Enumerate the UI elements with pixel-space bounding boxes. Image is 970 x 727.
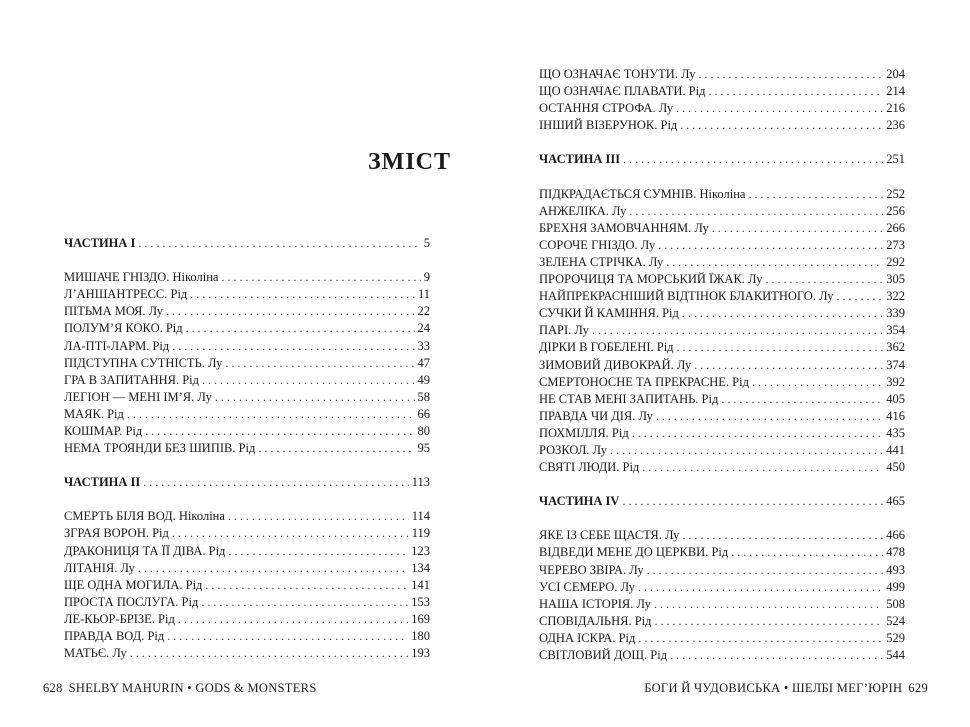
toc-entry-label: ПОЛУМ’Я КОКО. Рід (64, 321, 183, 336)
toc-dot-leader (748, 187, 883, 202)
toc-chapter-entry[interactable] (64, 304, 430, 321)
toc-chapter-entry[interactable] (539, 409, 905, 426)
toc-entry-label: СВЯТІ ЛЮДИ. Рід (539, 460, 640, 475)
toc-chapter-entry[interactable] (539, 375, 905, 392)
toc-entry-page-number: 405 (886, 391, 905, 406)
toc-chapter-entry[interactable] (539, 631, 905, 648)
toc-chapter-entry[interactable] (64, 424, 430, 441)
toc-chapter-entry[interactable] (64, 509, 430, 526)
footer-right (644, 681, 934, 696)
toc-entry-label: ЛА-ПТІ-ЛАРМ. Рід (64, 338, 170, 353)
toc-dot-leader (680, 118, 883, 133)
toc-dot-leader (610, 443, 883, 458)
toc-entry-page-number: 354 (886, 323, 905, 338)
toc-entry-page-number: 478 (886, 545, 905, 560)
toc-entry-page-number: 273 (886, 237, 905, 252)
toc-entry-label: УСІ СЕМЕРО. Лу (539, 579, 635, 594)
toc-entry-label: ЧАСТИНА IV (539, 494, 620, 509)
toc-entry-page-number: 322 (886, 289, 905, 304)
toc-dot-leader (629, 204, 883, 219)
toc-entry-page-number: 80 (417, 424, 430, 438)
toc-chapter-entry[interactable] (539, 323, 905, 340)
toc-entry-label: НЕ СТАВ МЕНІ ЗАПИТАНЬ. Рід (539, 391, 719, 406)
toc-entry-page-number: 193 (411, 646, 430, 661)
toc-entry-page-number: 251 (886, 152, 905, 167)
toc-entry-label: ПРАВДА ЧИ ДІЯ. Лу (539, 408, 653, 423)
toc-entry-label: ЩЕ ОДНА МОГИЛА. Рід (64, 577, 203, 592)
toc-dot-leader (677, 340, 884, 355)
toc-entry-label: ЛЕГІОН — МЕНІ ІМ’Я. Лу (64, 389, 212, 404)
toc-chapter-entry[interactable] (539, 67, 905, 84)
toc-dot-leader (731, 545, 883, 560)
toc-chapter-entry[interactable] (539, 443, 905, 460)
toc-entry-label: ГРА В ЗАПИТАННЯ. Рід (64, 372, 200, 387)
toc-dot-leader (676, 101, 883, 116)
toc-chapter-entry[interactable] (539, 340, 905, 357)
toc-entry-page-number: 47 (417, 355, 430, 370)
toc-chapter-entry[interactable] (539, 118, 905, 135)
toc-entry-label: ЧЕРЕВО ЗВІРА. Лу (539, 562, 644, 577)
toc-dot-leader (172, 339, 414, 354)
toc-dot-leader (201, 595, 408, 610)
toc-entry-page-number: 66 (417, 406, 430, 421)
toc-entry-label: РОЗКОЛ. Лу (539, 443, 607, 457)
toc-dot-leader (167, 629, 408, 644)
toc-entry-page-number: 305 (886, 272, 905, 286)
toc-entry-label: ПРОРОЧИЦЯ ТА МОРСЬКИЙ ЇЖАК. Лу (539, 272, 763, 286)
toc-entry-page-number: 339 (886, 306, 905, 321)
toc-entry-page-number: 529 (886, 630, 905, 645)
page-title: ЗМІСТ (368, 149, 451, 175)
toc-dot-leader (127, 407, 415, 422)
toc-entry-label: СОРОЧЕ ГНІЗДО. Лу (539, 237, 656, 252)
toc-entry-label: ОСТАННЯ СТРОФА. Лу (539, 101, 674, 116)
toc-chapter-entry[interactable] (64, 356, 430, 373)
toc-dot-leader (622, 494, 883, 509)
toc-part-entry[interactable] (64, 236, 430, 253)
toc-chapter-entry[interactable] (539, 426, 905, 443)
toc-entry-page-number: 123 (411, 543, 430, 558)
toc-chapter-entry[interactable] (539, 392, 905, 409)
toc-chapter-entry[interactable] (539, 101, 905, 118)
toc-chapter-entry[interactable] (64, 287, 430, 304)
toc-chapter-entry[interactable] (64, 339, 430, 356)
toc-entry-label: ЩО ОЗНАЧАЄ ПЛАВАТИ. Рід (539, 84, 706, 99)
toc-dot-leader (138, 236, 420, 251)
toc-entry-label: ВІДВЕДИ МЕНЕ ДО ЦЕРКВИ. Рід (539, 545, 729, 560)
toc-chapter-entry[interactable] (539, 460, 905, 477)
toc-entry-label: МАЯК. Рід (64, 406, 124, 421)
toc-chapter-entry[interactable] (64, 544, 430, 561)
toc-entry-page-number: 134 (411, 560, 430, 575)
toc-dot-leader (682, 528, 883, 543)
toc-entry-page-number: 24 (417, 321, 430, 336)
toc-dot-leader (638, 580, 883, 595)
toc-entry-label: ЧАСТИНА III (539, 152, 621, 167)
toc-entry-page-number: 466 (886, 528, 905, 543)
toc-chapter-entry[interactable] (64, 390, 430, 407)
toc-chapter-entry[interactable] (64, 612, 430, 629)
toc-entry-page-number: 392 (886, 374, 905, 389)
toc-dot-leader (190, 287, 415, 302)
toc-entry-page-number: 524 (886, 613, 905, 628)
toc-dot-leader (765, 272, 883, 287)
toc-entry-label: Л’АНШАНТРЕСС. Рід (64, 287, 188, 302)
toc-dot-leader (647, 563, 884, 578)
toc-dot-leader (708, 84, 883, 99)
toc-chapter-entry[interactable] (64, 270, 430, 287)
toc-dot-leader (143, 475, 408, 490)
toc-dot-leader (656, 409, 883, 424)
toc-entry-page-number: 214 (886, 84, 905, 99)
toc-entry-page-number: 11 (417, 287, 430, 302)
toc-entry-page-number: 435 (886, 425, 905, 440)
toc-entry-page-number: 266 (886, 220, 905, 235)
toc-dot-leader (178, 612, 408, 627)
toc-chapter-entry[interactable] (64, 407, 430, 424)
toc-chapter-entry[interactable] (64, 441, 430, 458)
toc-entry-label: ЗГРАЯ ВОРОН. Рід (64, 526, 169, 541)
toc-entry-page-number: 49 (417, 372, 430, 387)
footer-left (37, 681, 317, 696)
toc-chapter-entry[interactable] (539, 597, 905, 614)
toc-chapter-entry[interactable] (539, 204, 905, 221)
toc-entry-label: ДРАКОНИЦЯ ТА ЇЇ ДІВА. Рід (64, 543, 226, 558)
toc-entry-label: СМЕРТЬ БІЛЯ ВОД. Ніколіна (64, 509, 225, 524)
toc-dot-leader (228, 544, 408, 559)
page-number-left: 628 (43, 681, 63, 695)
toc-dot-leader (215, 390, 415, 405)
toc-dot-leader (654, 597, 883, 612)
toc-entry-label: СУЧКИ Й КАМІННЯ. Рід (539, 306, 679, 321)
toc-dot-leader (221, 270, 420, 285)
toc-entry-label: ЩО ОЗНАЧАЄ ТОНУТИ. Лу (539, 67, 696, 81)
running-header-right: БОГИ Й ЧУДОВИСЬКА • ШЕЛБІ МЕГ’ЮРІН (644, 681, 903, 695)
toc-entry-page-number: 256 (886, 203, 905, 218)
toc-entry-label: ЛІТАНІЯ. Лу (64, 560, 135, 575)
toc-part-entry[interactable] (539, 152, 905, 169)
toc-entry-label: СМЕРТОНОСНЕ ТА ПРЕКРАСНЕ. Рід (539, 374, 749, 389)
toc-entry-page-number: 441 (886, 443, 905, 457)
toc-entry-page-number: 180 (411, 629, 430, 643)
toc-entry-page-number: 9 (423, 270, 430, 285)
toc-chapter-entry[interactable] (539, 648, 905, 665)
toc-chapter-entry[interactable] (64, 595, 430, 612)
toc-dot-leader (655, 614, 884, 629)
toc-entry-page-number: 119 (411, 526, 430, 541)
toc-dot-leader (205, 578, 408, 593)
toc-entry-label: ПОХМІЛЛЯ. Рід (539, 425, 629, 440)
toc-entry-page-number: 216 (886, 101, 905, 116)
toc-chapter-entry[interactable] (539, 358, 905, 375)
toc-chapter-entry[interactable] (539, 221, 905, 238)
toc-entry-label: СВІТЛОВИЙ ДОЩ. Рід (539, 648, 668, 662)
toc-dot-leader (592, 323, 883, 338)
toc-entry-label: ПРОСТА ПОСЛУГА. Рід (64, 594, 199, 609)
toc-entry-label: ЯКЕ ІЗ СЕБЕ ЩАСТЯ. Лу (539, 528, 680, 543)
toc-chapter-entry[interactable] (539, 289, 905, 306)
toc-entry-label: НЕМА ТРОЯНДИ БЕЗ ШИПІВ. Рід (64, 441, 256, 456)
toc-entry-page-number: 33 (417, 338, 430, 353)
toc-dot-leader (186, 321, 415, 336)
toc-chapter-entry[interactable] (539, 545, 905, 562)
toc-dot-leader (682, 306, 883, 321)
toc-entry-page-number: 236 (886, 118, 905, 133)
toc-entry-label: КОШМАР. Рід (64, 424, 143, 438)
toc-entry-label: МАТЬЄ. Лу (64, 646, 127, 661)
toc-entry-label: НАША ІСТОРІЯ. Лу (539, 596, 651, 611)
toc-part-entry[interactable] (539, 494, 905, 511)
toc-entry-page-number: 544 (886, 648, 905, 662)
toc-dot-leader (721, 392, 883, 407)
toc-entry-label: БРЕХНЯ ЗАМОВЧАННЯМ. Лу (539, 220, 709, 235)
toc-entry-page-number: 153 (411, 594, 430, 609)
toc-dot-leader (145, 424, 414, 439)
toc-dot-leader (138, 561, 408, 576)
toc-dot-leader (658, 238, 883, 253)
toc-chapter-entry[interactable] (539, 187, 905, 204)
right-page (485, 0, 970, 727)
toc-entry-page-number: 292 (886, 254, 905, 269)
toc-chapter-entry[interactable] (539, 272, 905, 289)
toc-dot-leader (642, 460, 883, 475)
toc-dot-leader (172, 526, 409, 541)
toc-dot-leader (166, 304, 414, 319)
toc-dot-leader (752, 375, 883, 390)
toc-entry-page-number: 141 (411, 577, 430, 592)
toc-entry-label: ІНШИЙ ВІЗЕРУНОК. Рід (539, 118, 678, 133)
toc-dot-leader (258, 441, 414, 456)
toc-dot-leader (670, 648, 883, 663)
toc-dot-leader (638, 631, 883, 646)
toc-entry-page-number: 113 (411, 475, 430, 490)
running-header-left: SHELBY MAHURIN • GODS & MONSTERS (68, 681, 317, 695)
toc-part-entry[interactable] (64, 475, 430, 492)
toc-dot-leader (698, 67, 883, 82)
toc-entry-label: АНЖЕЛІКА. Лу (539, 203, 627, 218)
toc-dot-leader (623, 152, 883, 167)
toc-entry-label: ЛЕ-КЬОР-БРІЗЕ. Рід (64, 611, 175, 626)
toc-chapter-entry[interactable] (64, 646, 430, 663)
toc-entry-page-number: 58 (417, 389, 430, 404)
toc-entry-page-number: 493 (886, 562, 905, 577)
toc-entry-label: ЧАСТИНА I (64, 236, 136, 250)
toc-entry-label: ПІДСТУПНА СУТНІСТЬ. Лу (64, 355, 223, 370)
toc-entry-label: СПОВІДАЛЬНЯ. Рід (539, 613, 652, 628)
toc-dot-leader (130, 646, 408, 661)
toc-dot-leader (632, 426, 884, 441)
toc-entry-page-number: 465 (886, 494, 905, 509)
toc-entry-page-number: 252 (886, 186, 905, 201)
toc-chapter-entry[interactable] (64, 373, 430, 390)
toc-dot-leader (666, 255, 883, 270)
toc-entry-page-number: 169 (411, 611, 430, 626)
toc-entry-page-number: 5 (423, 236, 430, 250)
toc-entry-label: ПАРІ. Лу (539, 323, 589, 338)
page-number-right: 629 (908, 681, 928, 695)
toc-entry-page-number: 114 (411, 509, 430, 524)
toc-entry-page-number: 499 (886, 579, 905, 594)
toc-entry-label: ПРАВДА ВОД. Рід (64, 629, 165, 643)
toc-chapter-entry[interactable] (64, 526, 430, 543)
toc-chapter-entry[interactable] (64, 629, 430, 646)
toc-entry-page-number: 22 (417, 304, 430, 319)
toc-chapter-entry[interactable] (539, 306, 905, 323)
toc-chapter-entry[interactable] (539, 238, 905, 255)
toc-chapter-entry[interactable] (539, 580, 905, 597)
toc-entry-label: ОДНА ІСКРА. Рід (539, 630, 636, 645)
toc-chapter-entry[interactable] (539, 255, 905, 272)
toc-entry-label: НАЙПРЕКРАСНІШИЙ ВІДТІНОК БЛАКИТНОГО. Лу (539, 289, 834, 304)
toc-entry-label: ЗЕЛЕНА СТРІЧКА. Лу (539, 254, 664, 269)
toc-entry-label: МИШАЧЕ ГНІЗДО. Ніколіна (64, 270, 219, 285)
toc-dot-leader (225, 356, 414, 371)
toc-entry-page-number: 374 (886, 357, 905, 372)
toc-entry-page-number: 508 (886, 596, 905, 611)
toc-dot-leader (228, 509, 409, 524)
toc-entry-page-number: 362 (886, 340, 905, 355)
toc-entry-label: ПІДКРАДАЄТЬСЯ СУМНІВ. Ніколіна (539, 186, 746, 201)
toc-entry-page-number: 450 (886, 460, 905, 475)
toc-dot-leader (202, 373, 414, 388)
toc-dot-leader (712, 221, 883, 236)
toc-chapter-entry[interactable] (539, 563, 905, 580)
toc-dot-leader (694, 358, 883, 373)
toc-entry-label: ЗИМОВИЙ ДИВОКРАЙ. Лу (539, 357, 692, 372)
toc-dot-leader (836, 289, 883, 304)
toc-entry-label: ЧАСТИНА II (64, 475, 141, 490)
toc-entry-label: ДІРКИ В ГОБЕЛЕНІ. Рід (539, 340, 674, 355)
toc-chapter-entry[interactable] (539, 614, 905, 631)
toc-entry-label: ПІТЬМА МОЯ. Лу (64, 304, 164, 319)
toc-chapter-entry[interactable] (64, 321, 430, 338)
toc-entry-page-number: 416 (886, 408, 905, 423)
toc-chapter-entry[interactable] (539, 84, 905, 101)
toc-entry-page-number: 95 (417, 441, 430, 456)
toc-chapter-entry[interactable] (64, 578, 430, 595)
toc-chapter-entry[interactable] (64, 561, 430, 578)
toc-chapter-entry[interactable] (539, 528, 905, 545)
toc-entry-page-number: 204 (886, 67, 905, 81)
